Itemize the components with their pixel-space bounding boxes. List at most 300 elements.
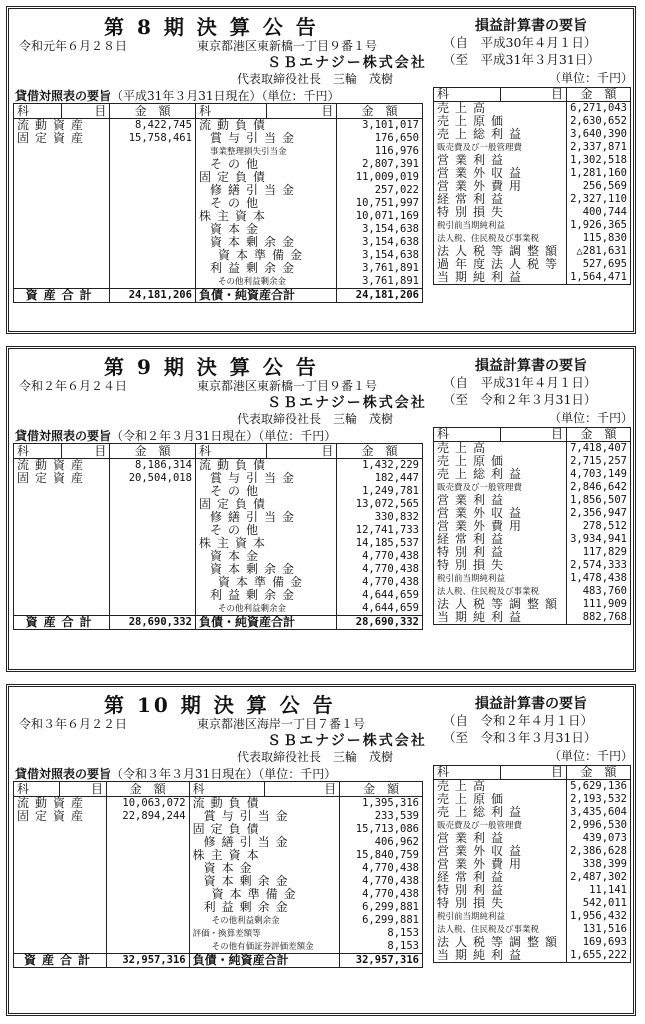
balance-sheet-asset-value — [110, 589, 196, 602]
income-statement-label: 売上総利益 — [434, 468, 567, 481]
balance-sheet-header-cell: 科 — [195, 444, 266, 459]
balance-sheet-row — [14, 901, 423, 914]
balance-sheet-header-cell: 金 額 — [106, 782, 189, 797]
balance-sheet-caption — [15, 427, 336, 444]
income-statement-value: 278,512 — [567, 520, 631, 533]
income-statement-value: 117,829 — [567, 546, 631, 559]
balance-sheet-liability-value: 182,447 — [337, 472, 423, 485]
balance-sheet-liability-value: 3,761,891 — [337, 262, 423, 275]
balance-sheet-header-cell: 科 — [14, 104, 62, 119]
balance-sheet-asset-value — [106, 823, 189, 836]
income-statement-label: 経常利益 — [434, 193, 567, 206]
income-statement-header-row — [434, 88, 631, 102]
income-statement-label: 営業外収益 — [434, 167, 567, 180]
balance-sheet-asset-value — [110, 576, 196, 589]
income-statement-value: 1,655,222 — [567, 949, 631, 963]
balance-sheet-asset-label: 固定資産 — [14, 472, 110, 485]
settlement-notice — [6, 684, 636, 1016]
income-statement-label: 法人税等調整額 — [434, 936, 567, 949]
income-statement-label: 売上総利益 — [434, 128, 567, 141]
balance-sheet-asset-value — [106, 849, 189, 862]
balance-sheet-asset-label — [14, 563, 110, 576]
income-statement-title: 損益計算書の要旨 — [475, 18, 587, 34]
settlement-notice — [6, 346, 636, 672]
income-statement-value: 338,399 — [567, 858, 631, 871]
income-statement-value: 2,715,257 — [567, 455, 631, 468]
balance-sheet-liability-value: 14,185,537 — [337, 537, 423, 550]
company-address: 東京都港区海岸一丁目７番１号 — [197, 717, 366, 731]
income-statement-label: 営業利益 — [434, 832, 567, 845]
income-statement-period-to: （至 平成31年３月31日） — [443, 52, 600, 67]
balance-sheet-liability-label: 賞与引当金 — [189, 810, 340, 823]
income-statement-value: 111,909 — [567, 598, 631, 611]
balance-sheet-liability-value: 12,741,733 — [337, 524, 423, 537]
balance-sheet-asset-label — [14, 184, 110, 197]
total-liabilities-equity-label: 負債・純資産合計 — [195, 289, 336, 303]
income-statement-label: 過年度法人税等 — [434, 258, 567, 271]
total-assets-label: 資産合計 — [14, 954, 107, 968]
income-statement-period-from: （自 平成31年４月１日） — [443, 375, 597, 390]
income-statement-value: 3,934,941 — [567, 533, 631, 546]
balance-sheet-header-cell: 目 — [266, 444, 337, 459]
balance-sheet-header-cell: 金 額 — [110, 444, 196, 459]
balance-sheet-asset-value — [106, 914, 189, 927]
income-statement-header-cell: 目 — [500, 428, 567, 442]
balance-sheet-asset-label: 流動資産 — [14, 797, 107, 811]
income-statement-value: 2,630,652 — [567, 115, 631, 128]
balance-sheet-header-cell: 金 額 — [337, 444, 423, 459]
balance-sheet-asset-label — [14, 197, 110, 210]
balance-sheet-liability-label: 資本金 — [189, 862, 340, 875]
balance-sheet-asset-label — [14, 576, 110, 589]
income-statement-label: 税引前当期純利益 — [434, 219, 567, 232]
balance-sheet-liability-label: 資本準備金 — [195, 576, 336, 589]
balance-sheet-asset-label — [14, 498, 110, 511]
balance-sheet-liability-value: 4,770,438 — [340, 875, 423, 888]
balance-sheet-row — [14, 275, 423, 289]
balance-sheet-asset-label: 流動資産 — [14, 119, 110, 133]
balance-sheet-liability-value: 13,072,565 — [337, 498, 423, 511]
balance-sheet-liability-value: 4,644,659 — [337, 589, 423, 602]
notice-title: 第 10 期 決 算 公 告 — [104, 693, 336, 717]
company-address: 東京都港区東新橋一丁目９番１号 — [197, 379, 378, 393]
balance-sheet-liability-value: 15,840,759 — [340, 849, 423, 862]
balance-sheet-asset-label — [14, 511, 110, 524]
balance-sheet-caption-title: 貸借対照表の要旨 — [15, 429, 112, 443]
balance-sheet-row — [14, 602, 423, 616]
balance-sheet-asset-label — [14, 823, 107, 836]
balance-sheet-asset-value — [110, 171, 196, 184]
balance-sheet-asset-value — [106, 862, 189, 875]
balance-sheet-asset-value — [106, 888, 189, 901]
income-statement-row — [434, 806, 631, 819]
balance-sheet-asset-label — [14, 901, 107, 914]
balance-sheet-asset-value — [110, 158, 196, 171]
income-statement-row — [434, 468, 631, 481]
company-address: 東京都港区東新橋一丁目９番１号 — [197, 39, 378, 53]
balance-sheet-header-cell: 目 — [264, 782, 339, 797]
income-statement-header-row — [434, 428, 631, 442]
balance-sheet-asset-label — [14, 158, 110, 171]
income-statement-label: 税引前当期純利益 — [434, 910, 567, 923]
income-statement-value: 483,760 — [567, 585, 631, 598]
balance-sheet-asset-value: 8,422,745 — [110, 119, 196, 133]
balance-sheet-liability-label: 資本準備金 — [195, 249, 336, 262]
company-name: ＳＢエナジー株式会社 — [267, 395, 427, 411]
balance-sheet-asset-value — [110, 511, 196, 524]
balance-sheet-asset-label: 固定資産 — [14, 810, 107, 823]
income-statement-label: 経常利益 — [434, 533, 567, 546]
balance-sheet-asset-label — [14, 589, 110, 602]
income-statement-value: 3,640,390 — [567, 128, 631, 141]
balance-sheet-header-row — [14, 104, 423, 119]
income-statement-header-cell: 目 — [500, 766, 567, 780]
balance-sheet-liability-value: 2,807,391 — [337, 158, 423, 171]
balance-sheet-liability-value: 3,101,017 — [337, 119, 423, 133]
total-assets-value: 32,957,316 — [106, 954, 189, 968]
total-assets-label: 資産合計 — [14, 616, 110, 630]
income-statement-value: 2,327,110 — [567, 193, 631, 206]
income-statement-header-cell: 科 — [434, 766, 501, 780]
balance-sheet-liability-label: その他 — [195, 197, 336, 210]
balance-sheet-liability-label: 固定負債 — [189, 823, 340, 836]
balance-sheet-caption-title: 貸借対照表の要旨 — [15, 89, 112, 103]
balance-sheet-liability-value: 4,770,438 — [337, 550, 423, 563]
balance-sheet-liability-label: 修繕引当金 — [189, 836, 340, 849]
balance-sheet-liability-label: 資本剰余金 — [189, 875, 340, 888]
total-assets-value: 28,690,332 — [110, 616, 196, 630]
balance-sheet-asset-label — [14, 836, 107, 849]
income-statement-value: 1,856,507 — [567, 494, 631, 507]
income-statement-value: 1,478,438 — [567, 572, 631, 585]
income-statement-value: 439,073 — [567, 832, 631, 845]
balance-sheet-liability-value: 10,071,169 — [337, 210, 423, 223]
income-statement-value: 3,435,604 — [567, 806, 631, 819]
balance-sheet-liability-value: 8,153 — [340, 940, 423, 954]
balance-sheet-total-row — [14, 954, 423, 968]
income-statement-value: 2,487,302 — [567, 871, 631, 884]
balance-sheet-liability-value: 4,770,438 — [337, 576, 423, 589]
balance-sheet-header-cell: 目 — [266, 104, 337, 119]
income-statement-row — [434, 559, 631, 572]
balance-sheet-liability-label: 固定負債 — [195, 171, 336, 184]
balance-sheet-asset-label — [14, 275, 110, 289]
income-statement-row — [434, 102, 631, 116]
balance-sheet-asset-value: 22,894,244 — [106, 810, 189, 823]
income-statement-unit: （単位：千円） — [549, 749, 634, 763]
income-statement-value: 4,703,149 — [567, 468, 631, 481]
balance-sheet-caption-title: 貸借対照表の要旨 — [15, 767, 112, 781]
income-statement-period-from: （自 平成30年４月１日） — [443, 35, 597, 50]
income-statement-row — [434, 780, 631, 794]
balance-sheet-header-cell: 科 — [189, 782, 264, 797]
income-statement-unit: （単位：千円） — [549, 411, 634, 425]
balance-sheet-liability-value: 330,832 — [337, 511, 423, 524]
income-statement-value: 115,830 — [567, 232, 631, 245]
balance-sheet-liability-label: 賞与引当金 — [195, 132, 336, 145]
income-statement-header-row — [434, 766, 631, 780]
balance-sheet-liability-label: 利益剰余金 — [189, 901, 340, 914]
balance-sheet-asset-value — [106, 901, 189, 914]
income-statement-value: 1,956,432 — [567, 910, 631, 923]
balance-sheet-asset-label — [14, 236, 110, 249]
balance-sheet-asset-label — [14, 145, 110, 158]
balance-sheet-asset-label — [14, 862, 107, 875]
balance-sheet-asset-value — [110, 563, 196, 576]
total-assets-value: 24,181,206 — [110, 289, 196, 303]
balance-sheet-asset-value — [106, 927, 189, 940]
balance-sheet-liability-value: 1,432,229 — [337, 459, 423, 473]
income-statement-row — [434, 910, 631, 923]
balance-sheet-asset-label — [14, 602, 110, 616]
balance-sheet-liability-label: 株主資本 — [195, 210, 336, 223]
income-statement-table — [433, 765, 631, 963]
total-liabilities-equity-label: 負債・純資産合計 — [189, 954, 340, 968]
income-statement-label: 当期純利益 — [434, 949, 567, 963]
balance-sheet-liability-value: 11,009,019 — [337, 171, 423, 184]
notice-date: 令和元年６月２８日 — [19, 39, 128, 53]
balance-sheet-liability-value: 4,770,438 — [340, 888, 423, 901]
income-statement-label: 営業外収益 — [434, 845, 567, 858]
balance-sheet-asset-label — [14, 210, 110, 223]
balance-sheet-liability-label: 資本剰余金 — [195, 563, 336, 576]
income-statement-label: 税引前当期純利益 — [434, 572, 567, 585]
balance-sheet-liability-label: その他有価証券評価差額金 — [189, 940, 340, 954]
balance-sheet-asset-value — [110, 249, 196, 262]
balance-sheet-liability-label: 利益剰余金 — [195, 262, 336, 275]
balance-sheet-asset-value: 15,758,461 — [110, 132, 196, 145]
income-statement-table — [433, 427, 631, 625]
settlement-notice — [6, 6, 636, 334]
income-statement-label: 売上原価 — [434, 793, 567, 806]
balance-sheet-liability-value: 1,249,781 — [337, 485, 423, 498]
notice-date: 令和３年６月２２日 — [19, 717, 128, 731]
representative: 代表取締役社長 三輪 茂樹 — [237, 72, 394, 86]
balance-sheet-header-row — [14, 782, 423, 797]
income-statement-label: 当期純利益 — [434, 611, 567, 625]
income-statement-label: 営業外費用 — [434, 858, 567, 871]
balance-sheet-total-row — [14, 616, 423, 630]
balance-sheet-asset-value — [110, 485, 196, 498]
balance-sheet-table — [13, 103, 423, 303]
income-statement-value: 542,011 — [567, 897, 631, 910]
balance-sheet-asset-label — [14, 927, 107, 940]
balance-sheet-liability-label: その他 — [195, 524, 336, 537]
income-statement-header-cell: 金 額 — [567, 766, 631, 780]
balance-sheet-asset-label — [14, 223, 110, 236]
balance-sheet-asset-value — [110, 262, 196, 275]
balance-sheet-liability-label: その他 — [195, 158, 336, 171]
balance-sheet-liability-value: 8,153 — [340, 927, 423, 940]
balance-sheet-liability-value: 176,650 — [337, 132, 423, 145]
balance-sheet-header-cell: 科 — [14, 444, 62, 459]
balance-sheet-liability-label: 利益剰余金 — [195, 589, 336, 602]
balance-sheet-asset-label — [14, 875, 107, 888]
income-statement-value: 256,569 — [567, 180, 631, 193]
income-statement-value: 131,516 — [567, 923, 631, 936]
income-statement-value: 2,846,642 — [567, 481, 631, 494]
income-statement-row — [434, 128, 631, 141]
balance-sheet-liability-label: その他利益剰余金 — [189, 914, 340, 927]
balance-sheet-asset-value — [106, 875, 189, 888]
income-statement-label: 営業外費用 — [434, 180, 567, 193]
balance-sheet-asset-value — [106, 836, 189, 849]
income-statement-row — [434, 611, 631, 625]
income-statement-label: 売上高 — [434, 442, 567, 456]
representative: 代表取締役社長 三輪 茂樹 — [237, 412, 394, 426]
balance-sheet-liability-value: 257,022 — [337, 184, 423, 197]
balance-sheet-asset-label — [14, 262, 110, 275]
balance-sheet-asset-value — [110, 145, 196, 158]
income-statement-value: 2,996,530 — [567, 819, 631, 832]
income-statement-value: 2,356,947 — [567, 507, 631, 520]
balance-sheet-header-cell: 科 — [14, 782, 60, 797]
balance-sheet-asset-value — [110, 498, 196, 511]
income-statement-label: 特別損失 — [434, 897, 567, 910]
total-liabilities-equity-value: 28,690,332 — [337, 616, 423, 630]
income-statement-label: 営業利益 — [434, 154, 567, 167]
balance-sheet-liability-label: 賞与引当金 — [195, 472, 336, 485]
company-name: ＳＢエナジー株式会社 — [267, 55, 427, 71]
balance-sheet-row — [14, 262, 423, 275]
balance-sheet-asset-label — [14, 550, 110, 563]
balance-sheet-asset-label — [14, 888, 107, 901]
income-statement-period-to: （至 令和２年３月31日） — [443, 392, 597, 407]
balance-sheet-liability-value: 406,962 — [340, 836, 423, 849]
income-statement-value: 169,693 — [567, 936, 631, 949]
income-statement-label: 特別損失 — [434, 559, 567, 572]
balance-sheet-liability-label: その他 — [195, 485, 336, 498]
income-statement-value: 882,768 — [567, 611, 631, 625]
income-statement-label: 販売費及び一般管理費 — [434, 481, 567, 494]
income-statement-header-cell: 科 — [434, 88, 501, 102]
balance-sheet-liability-label: 流動負債 — [195, 119, 336, 133]
balance-sheet-asset-value — [110, 184, 196, 197]
balance-sheet-caption — [15, 87, 340, 104]
income-statement-label: 売上原価 — [434, 455, 567, 468]
income-statement-period-from: （自 令和２年４月１日） — [443, 713, 594, 728]
balance-sheet-row — [14, 927, 423, 940]
balance-sheet-table — [13, 443, 423, 630]
balance-sheet-liability-label: 固定負債 — [195, 498, 336, 511]
balance-sheet-liability-label: 評価・換算差額等 — [189, 927, 340, 940]
balance-sheet-asset-label: 流動資産 — [14, 459, 110, 473]
balance-sheet-header-cell: 金 額 — [340, 782, 423, 797]
income-statement-value: 2,193,532 — [567, 793, 631, 806]
income-statement-title: 損益計算書の要旨 — [475, 358, 587, 374]
balance-sheet-asset-value — [110, 550, 196, 563]
balance-sheet-liability-label: 株主資本 — [189, 849, 340, 862]
income-statement-value: 527,695 — [567, 258, 631, 271]
balance-sheet-row — [14, 119, 423, 133]
income-statement-label: 営業外費用 — [434, 520, 567, 533]
income-statement-value: 5,629,136 — [567, 780, 631, 794]
income-statement-value: 1,926,365 — [567, 219, 631, 232]
income-statement-row — [434, 949, 631, 963]
balance-sheet-caption-date: （平成31年３月31日現在）（単位：千円） — [111, 89, 340, 103]
balance-sheet-liability-label: 流動負債 — [189, 797, 340, 811]
income-statement-header-cell: 目 — [500, 88, 567, 102]
income-statement-value: △281,631 — [567, 245, 631, 258]
income-statement-label: 売上原価 — [434, 115, 567, 128]
balance-sheet-asset-label — [14, 171, 110, 184]
balance-sheet-liability-value: 4,770,438 — [337, 563, 423, 576]
balance-sheet-liability-label: 修繕引当金 — [195, 184, 336, 197]
balance-sheet-asset-value — [110, 197, 196, 210]
balance-sheet-liability-label: その他利益剰余金 — [195, 602, 336, 616]
income-statement-label: 法人税、住民税及び事業税 — [434, 232, 567, 245]
balance-sheet-table — [13, 781, 423, 968]
balance-sheet-asset-value — [110, 602, 196, 616]
balance-sheet-asset-value: 20,504,018 — [110, 472, 196, 485]
balance-sheet-header-cell: 目 — [60, 782, 107, 797]
income-statement-value: 1,281,160 — [567, 167, 631, 180]
balance-sheet-asset-label — [14, 849, 107, 862]
income-statement-row — [434, 897, 631, 910]
income-statement-value: 2,386,628 — [567, 845, 631, 858]
total-assets-label: 資産合計 — [14, 289, 110, 303]
notice-title: 第 9 期 決 算 公 告 — [104, 355, 319, 379]
balance-sheet-liability-value: 15,713,086 — [340, 823, 423, 836]
balance-sheet-caption-date: （令和３年３月31日現在）（単位：千円） — [111, 767, 337, 781]
income-statement-label: 営業外収益 — [434, 507, 567, 520]
income-statement-table — [433, 87, 631, 285]
income-statement-header-cell: 金 額 — [567, 428, 631, 442]
notice-date: 令和２年６月２４日 — [19, 379, 128, 393]
balance-sheet-liability-value: 6,299,881 — [340, 901, 423, 914]
balance-sheet-row — [14, 459, 423, 473]
balance-sheet-liability-value: 233,539 — [340, 810, 423, 823]
income-statement-label: 法人税、住民税及び事業税 — [434, 585, 567, 598]
income-statement-value: 400,744 — [567, 206, 631, 219]
balance-sheet-asset-value — [110, 210, 196, 223]
balance-sheet-liability-label: 資本金 — [195, 550, 336, 563]
income-statement-label: 売上総利益 — [434, 806, 567, 819]
balance-sheet-asset-label — [14, 524, 110, 537]
balance-sheet-liability-label: 事業整理損失引当金 — [195, 145, 336, 158]
balance-sheet-row — [14, 589, 423, 602]
income-statement-label: 売上高 — [434, 102, 567, 116]
income-statement-header-cell: 金 額 — [567, 88, 631, 102]
income-statement-label: 法人税、住民税及び事業税 — [434, 923, 567, 936]
income-statement-row — [434, 206, 631, 219]
income-statement-row — [434, 442, 631, 456]
balance-sheet-liability-value: 3,761,891 — [337, 275, 423, 289]
notice-title: 第 8 期 決 算 公 告 — [104, 15, 319, 39]
income-statement-value: 6,271,043 — [567, 102, 631, 116]
balance-sheet-asset-value — [110, 275, 196, 289]
balance-sheet-row — [14, 940, 423, 954]
balance-sheet-asset-label: 固定資産 — [14, 132, 110, 145]
income-statement-value: 1,302,518 — [567, 154, 631, 167]
balance-sheet-liability-label: 修繕引当金 — [195, 511, 336, 524]
income-statement-label: 特別利益 — [434, 546, 567, 559]
income-statement-value: 7,418,407 — [567, 442, 631, 456]
balance-sheet-asset-value: 10,063,072 — [106, 797, 189, 811]
balance-sheet-caption-date: （令和２年３月31日現在）（単位：千円） — [111, 429, 337, 443]
balance-sheet-asset-label — [14, 914, 107, 927]
balance-sheet-row — [14, 132, 423, 145]
balance-sheet-header-cell: 科 — [195, 104, 266, 119]
balance-sheet-liability-value: 1,395,316 — [340, 797, 423, 811]
income-statement-title: 損益計算書の要旨 — [475, 696, 587, 712]
income-statement-row — [434, 572, 631, 585]
balance-sheet-liability-label: 資本準備金 — [189, 888, 340, 901]
balance-sheet-asset-label — [14, 537, 110, 550]
income-statement-value: 2,337,871 — [567, 141, 631, 154]
balance-sheet-header-cell: 金 額 — [110, 104, 196, 119]
income-statement-value: 1,564,471 — [567, 271, 631, 285]
